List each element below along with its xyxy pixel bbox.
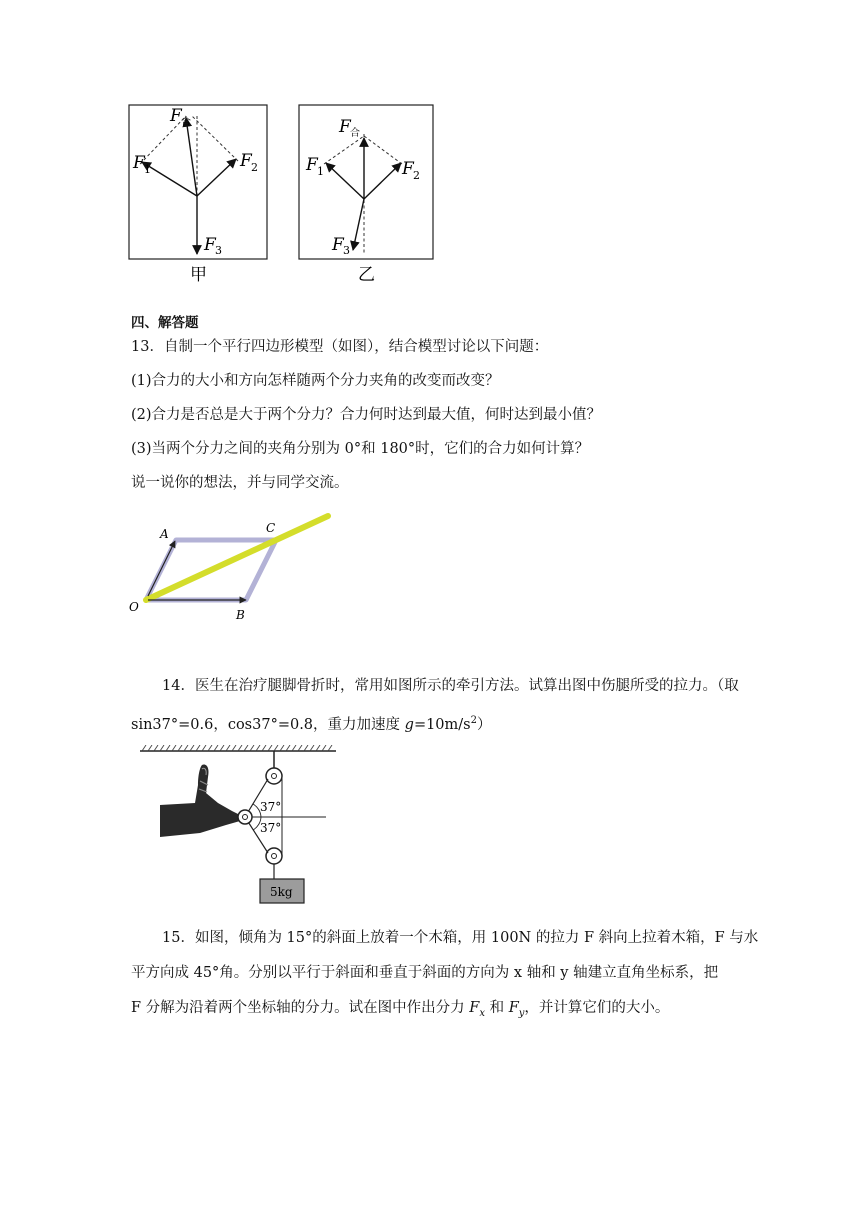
q13-stem: 13．自制一个平行四边形模型（如图），结合模型讨论以下问题： [131,339,549,355]
label-f-he: F [170,106,182,126]
top-pulley [266,768,282,784]
caption-yi: 乙 [358,265,375,284]
q15-line3-c: ，并计算它们的大小。 [524,1000,670,1016]
label-a: A [160,527,169,541]
q14-g-symbol: g [404,716,414,733]
f3-arrow [353,199,364,250]
label-f1: F [133,153,145,173]
force-diagram-yi [298,104,438,284]
angle-top-label: 37° [260,800,282,814]
weight-mass-label: 5kg [270,885,293,899]
bottom-pulley [266,848,282,864]
leg-foot-silhouette [160,765,240,838]
label-f1: F [306,155,318,175]
q15-line2: 平方向成 45°角。分别以平行于斜面和垂直于斜面的方向为 x 轴和 y 轴建立直角坐标系，把 [131,965,719,981]
q15-line3-b: 和 [484,1000,509,1016]
q14-exponent: 2 [470,715,477,726]
label-c: C [266,521,276,535]
force-diagram-jia [128,104,268,284]
label-f2-sub: 2 [251,161,258,174]
label-b: B [236,608,245,622]
q15-fx-sub: x [479,1007,485,1019]
caption-jia: 甲 [190,265,207,284]
q14-line1: 14．医生在治疗腿脚骨折时，常用如图所示的牵引方法。试算出图中伤腿所受的拉力。（取 [162,678,739,694]
label-o: O [129,600,139,614]
q13-sub3: (3)当两个分力之间的夹角分别为 0°和 180°时，它们的合力如何计算？ [131,441,590,457]
q14-line2 [131,711,492,735]
f1-arrow [326,163,364,199]
label-f1-sub: 1 [144,163,151,176]
q13-closing: 说一说你的想法，并与同学交流。 [131,475,349,491]
foot-pulley [238,810,252,824]
q15-fx-symbol: F [469,1000,480,1016]
q15-fy-symbol: F [508,1000,519,1016]
traction-pulley-figure [140,745,340,907]
section-heading: 四、解答题 [131,315,199,331]
f2-arrow [364,163,401,199]
f2-arrow [197,159,236,196]
label-f3-sub: 3 [215,244,222,257]
label-f-he: F [339,117,351,137]
label-f1-sub: 1 [317,165,324,178]
q14-line2-b: =10m/s [413,716,471,733]
q14-line2-c: ） [477,716,492,733]
label-f2: F [240,151,252,171]
resultant-rod [146,516,328,600]
f-he-arrow [186,118,197,196]
q15-line3 [131,998,669,1024]
label-f-he-sub: 合 [181,117,191,128]
q13-sub2: (2)合力是否总是大于两个分力？合力何时达到最大值，何时达到最小值？ [131,407,602,423]
parallelogram-model-figure [125,510,340,625]
label-f3-sub: 3 [343,244,350,257]
q15-fy-sub: y [518,1007,525,1019]
label-f2: F [402,159,414,179]
angle-bottom-label: 37° [260,821,282,835]
ceiling-hatch [142,745,332,751]
q15-line1: 15．如图，倾角为 15°的斜面上放着一个木箱，用 100N 的拉力 F 斜向上拉着木箱，F 与水 [162,930,759,946]
label-f3: F [332,235,344,255]
label-f-he-sub: 合 [350,128,360,139]
label-f2-sub: 2 [413,169,420,182]
diagram-frame [129,105,267,259]
q15-line3-a: F 分解为沿着两个坐标轴的分力。试在图中作出分力 [131,1000,470,1016]
q14-line2-a: sin37°=0.6，cos37°=0.8，重力加速度 [131,716,405,733]
q13-sub1: (1)合力的大小和方向怎样随两个分力夹角的改变而改变？ [131,373,500,389]
diagram-frame [299,105,433,259]
label-f3: F [204,235,216,255]
